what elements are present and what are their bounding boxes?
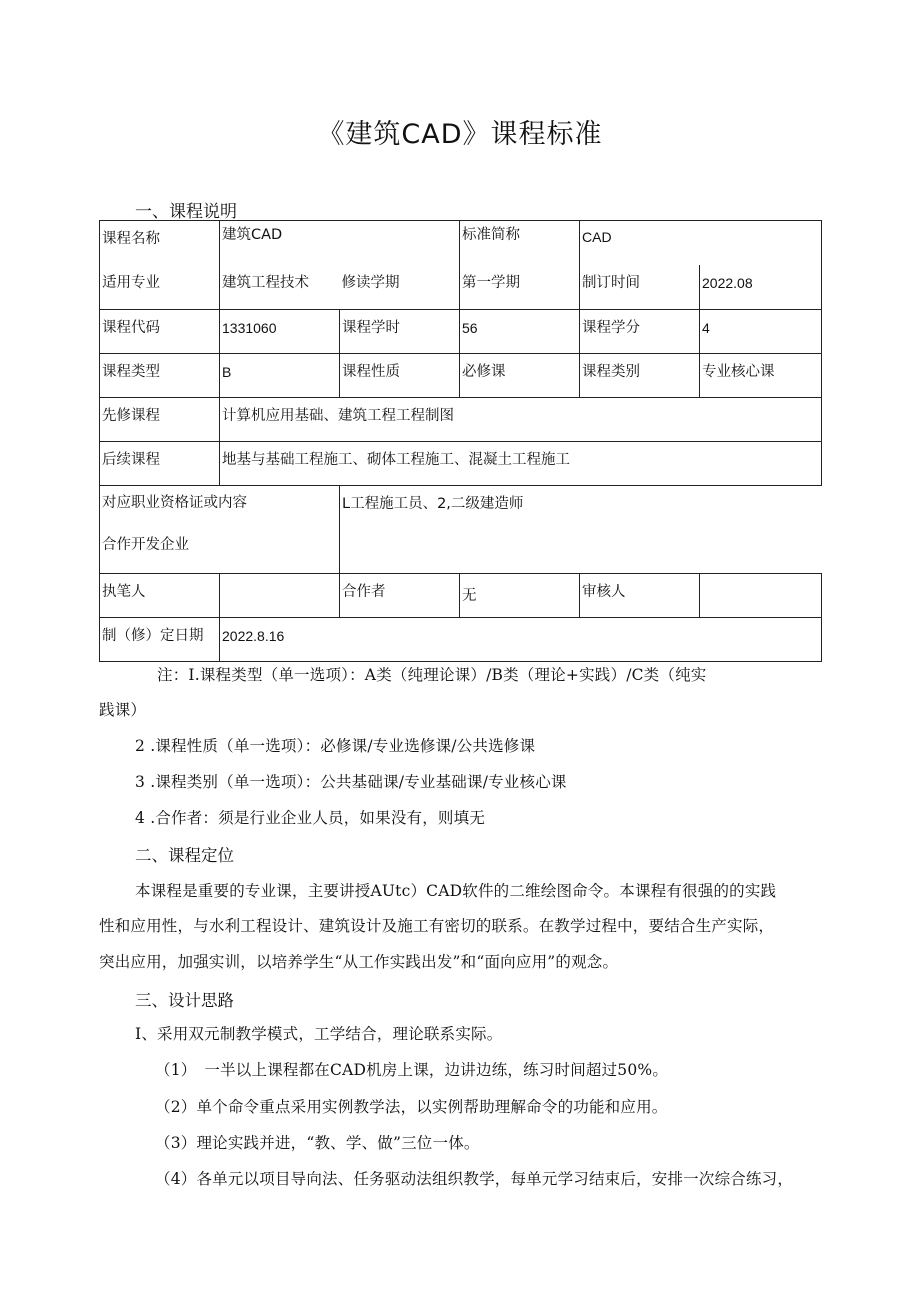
paragraph-line: 本课程是重要的专业课，主要讲授AUtc）CAD软件的二维绘图命令。本课程有很强的的实践 — [135, 882, 777, 900]
value-course-code: 1331060 — [220, 310, 340, 354]
label-course-name: 课程名称 — [100, 221, 220, 265]
label-short-name: 标准简称 — [460, 221, 580, 265]
table-row — [100, 486, 822, 574]
table-row — [100, 398, 822, 442]
section-heading-design: 三、设计思路 — [135, 991, 234, 1010]
table-row — [100, 618, 822, 662]
label-date-made: 制订时间 — [580, 265, 700, 310]
label-qualification: 对应职业资格证或内容 — [102, 495, 247, 511]
label-course-nature: 课程性质 — [340, 354, 460, 398]
note-2: 2 .课程性质（单一选项）：必修课/专业选修课/公共选修课 — [135, 737, 536, 755]
label-writer: 执笔人 — [100, 574, 220, 618]
document-title: 《建筑CAD》课程标准 — [317, 119, 603, 150]
paragraph-line: 突出应用，加强实训，以培养学生“从工作实践出发”和“面向应用”的观念。 — [99, 953, 619, 971]
table-row — [100, 310, 822, 354]
value-course-hours: 56 — [460, 310, 580, 354]
label-course-category: 课程类别 — [580, 354, 700, 398]
table-row — [100, 574, 822, 618]
value-reviewer — [700, 574, 822, 618]
value-course-nature: 必修课 — [460, 354, 580, 398]
note-1: 注：I.课程类型（单一选项）：A类（纯理论课）/B类（理论+实践）/C类（纯实 — [157, 666, 707, 684]
value-semester: 第一学期 — [460, 265, 580, 310]
table-row — [100, 442, 822, 486]
table-row — [100, 354, 822, 398]
value-prerequisite: 计算机应用基础、建筑工程工程制图 — [220, 398, 822, 442]
list-item: （2）单个命令重点采用实例教学法，以实例帮助理解命令的功能和应用。 — [155, 1098, 668, 1116]
label-course-type: 课程类型 — [100, 354, 220, 398]
label-partner-enterprise: 合作开发企业 — [102, 537, 189, 553]
label-course-code: 课程代码 — [100, 310, 220, 354]
label-course-credits: 课程学分 — [580, 310, 700, 354]
paragraph-line: 性和应用性，与水利工程设计、建筑设计及施工有密切的联系。在教学过程中，要结合生产实际， — [99, 917, 775, 935]
note-4: 4 .合作者：须是行业企业人员，如果没有，则填无 — [135, 809, 486, 827]
value-course-category: 专业核心课 — [700, 354, 822, 398]
value-major: 建筑工程技术 — [220, 265, 340, 310]
label-follow-up: 后续课程 — [100, 442, 220, 486]
value-collaborator: 无 — [460, 574, 580, 618]
value-qualification: L工程施工员、2,二级建造师 — [340, 486, 822, 574]
value-date-made: 2022.08 — [700, 265, 822, 310]
label-revision-date: 制（修）定日期 — [100, 618, 220, 662]
table-row — [100, 265, 822, 310]
value-course-name: 建筑CAD — [220, 221, 460, 265]
list-item: I、采用双元制教学模式，工学结合，理论联系实际。 — [135, 1025, 503, 1043]
section-heading-course-description: 一、课程说明 — [135, 202, 237, 222]
label-prerequisite: 先修课程 — [100, 398, 220, 442]
value-course-type: B — [220, 354, 340, 398]
label-semester: 修读学期 — [340, 265, 460, 310]
course-info-table — [99, 220, 822, 662]
label-collaborator: 合作者 — [340, 574, 460, 618]
value-short-name: CAD — [580, 221, 822, 265]
section-heading-positioning: 二、课程定位 — [135, 846, 234, 865]
list-item: （1） 一半以上课程都在CAD机房上课，边讲边练，练习时间超过50%。 — [155, 1061, 669, 1079]
value-revision-date: 2022.8.16 — [220, 618, 822, 662]
list-item: （4）各单元以项目导向法、任务驱动法组织教学，每单元学习结束后，安排一次综合练习， — [155, 1170, 794, 1188]
table-row — [100, 221, 822, 265]
note-3: 3 .课程类别（单一选项）：公共基础课/专业基础课/专业核心课 — [135, 773, 567, 791]
value-course-credits: 4 — [700, 310, 822, 354]
note-1-continued: 践课） — [99, 701, 147, 719]
label-reviewer: 审核人 — [580, 574, 700, 618]
label-course-hours: 课程学时 — [340, 310, 460, 354]
label-major: 适用专业 — [100, 265, 220, 310]
value-writer — [220, 574, 340, 618]
value-follow-up: 地基与基础工程施工、砌体工程施工、混凝土工程施工 — [220, 442, 822, 486]
list-item: （3）理论实践并进，“教、学、做”三位一体。 — [155, 1134, 480, 1152]
